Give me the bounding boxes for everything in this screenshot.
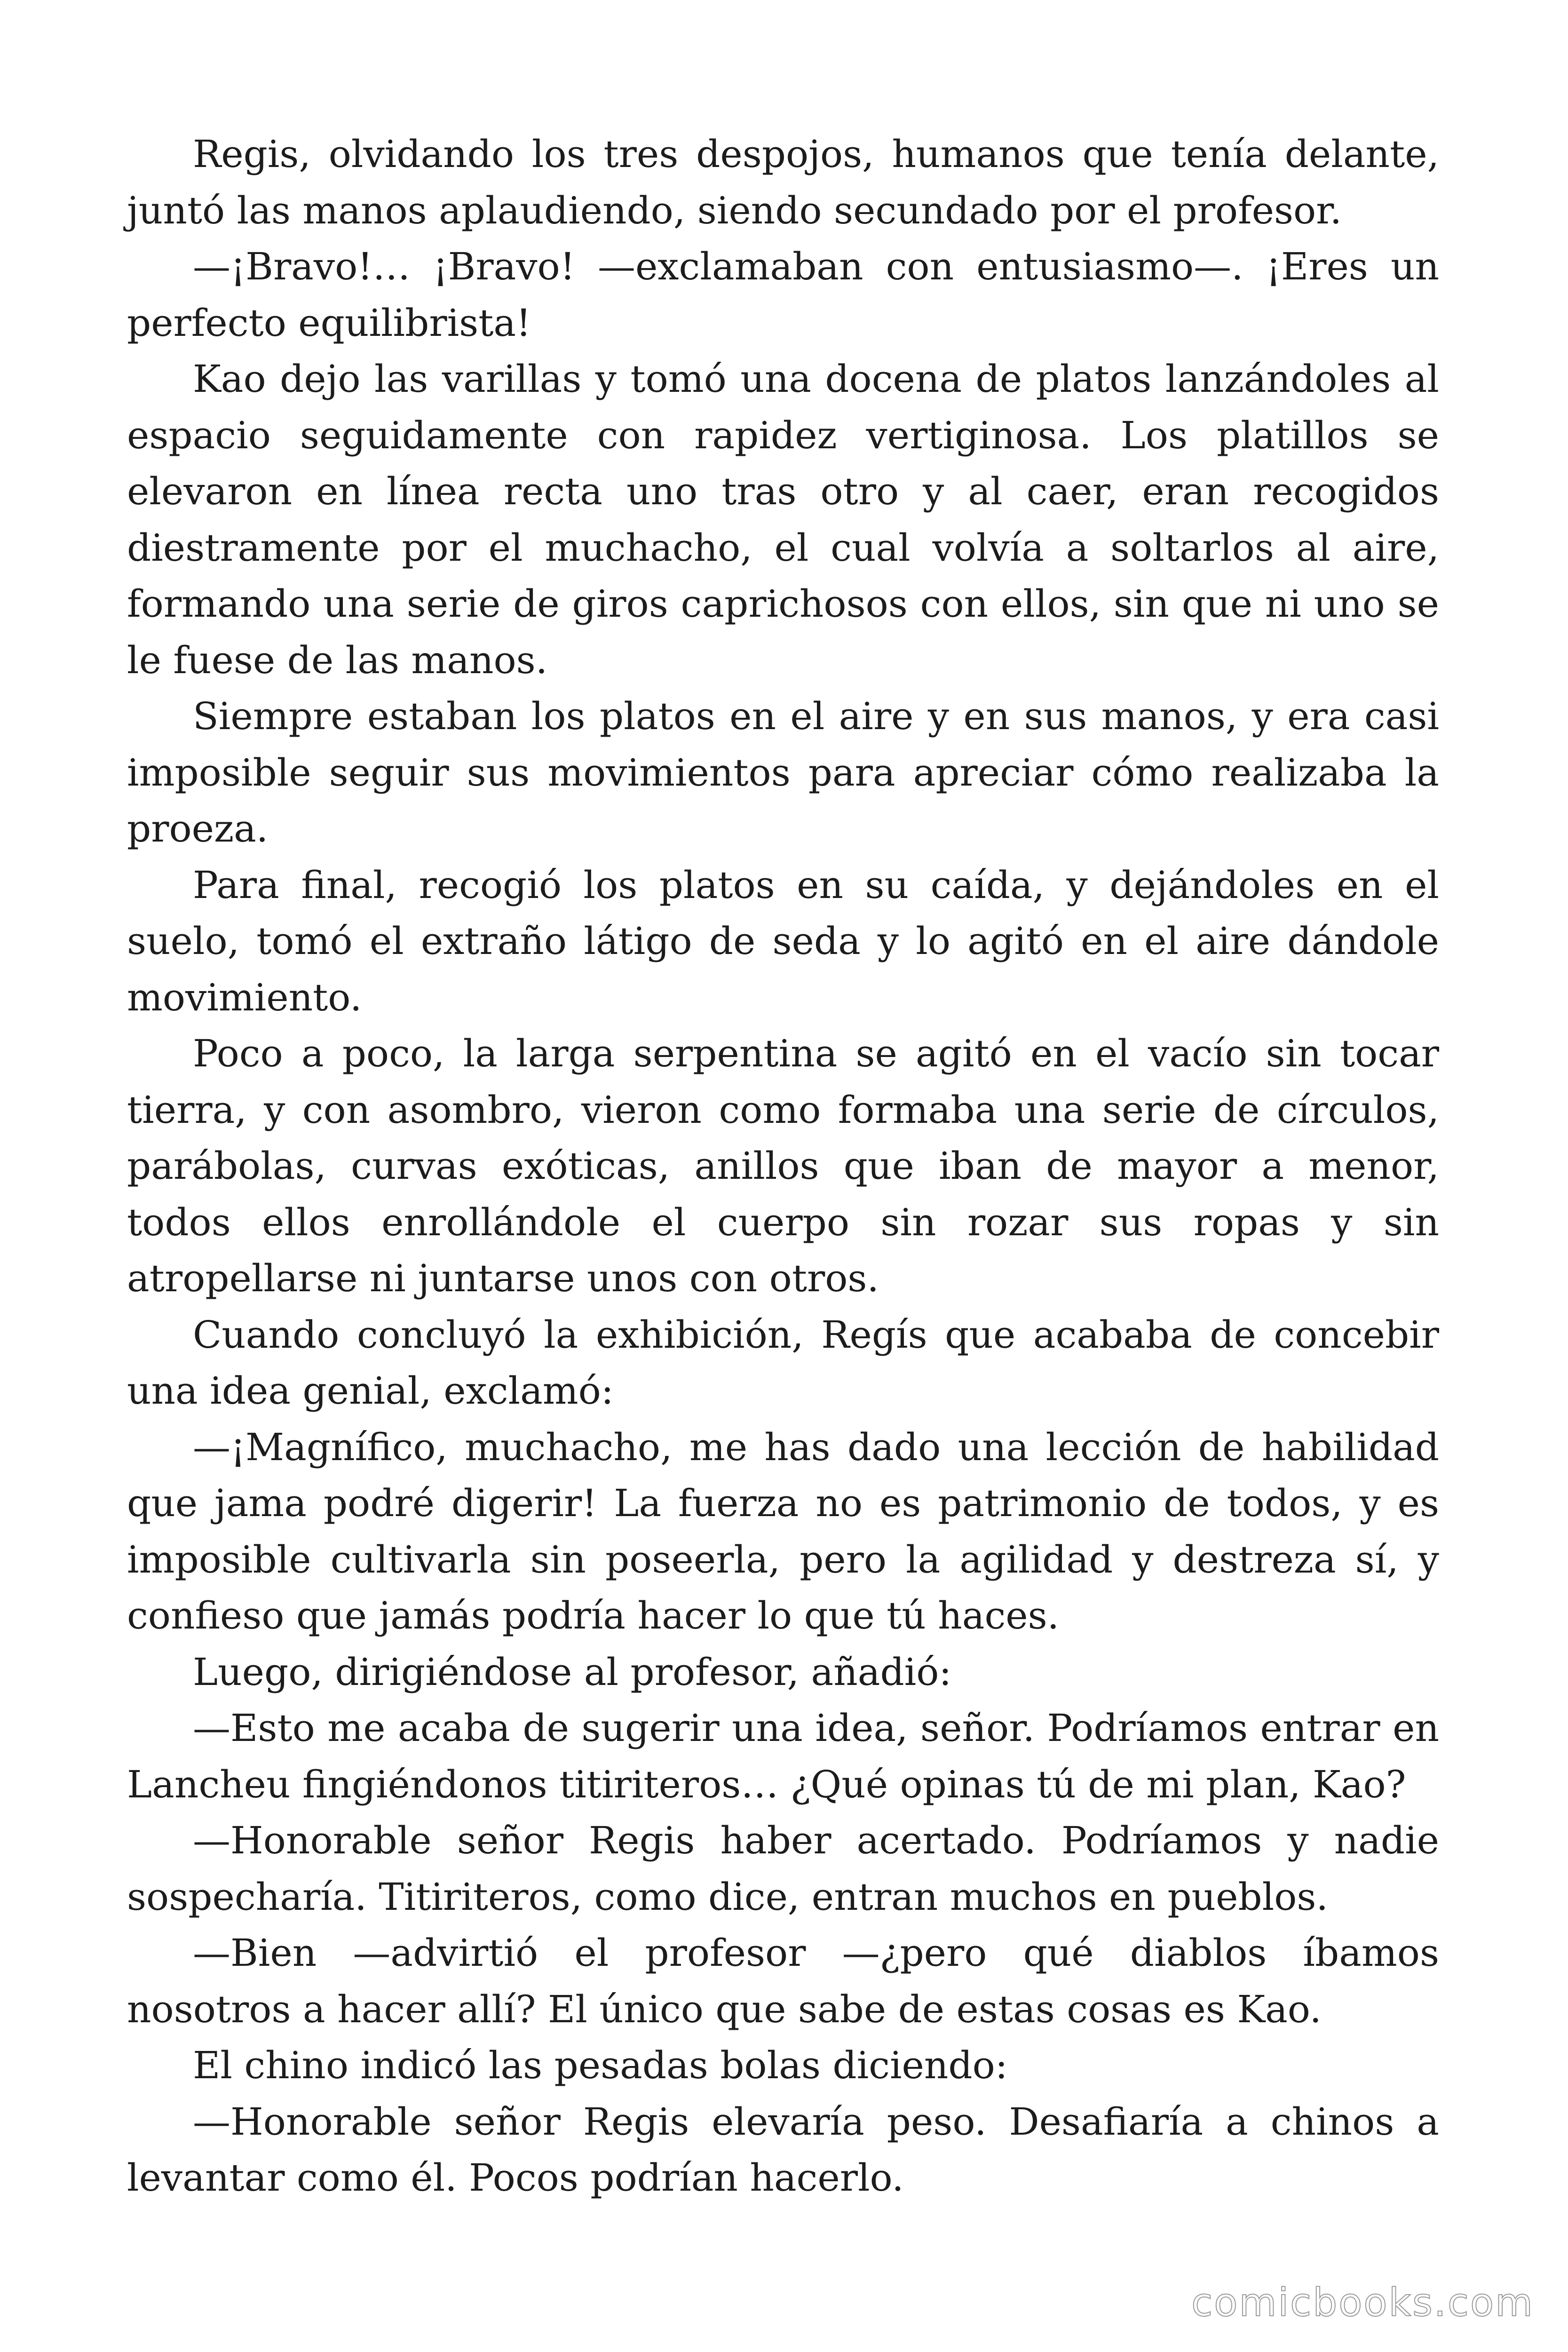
paragraph: Poco a poco, la larga serpentina se agitó en el vacío sin tocar tierra, y con asombro, vieron como formaba una serie de círculos, parábolas, curvas exóticas, anillos que iban de mayor a menor, todos ellos enrollándole el cuerpo sin rozar sus ropas y sin atropellarse ni juntarse unos con otros. [127,1032,1439,1300]
body-text [127,126,1439,2206]
paragraph: —Bien —advirtió el profesor —¿pero qué diablos íbamos nosotros a hacer allí? El único que sabe de estas cosas es Kao. [127,1931,1439,2031]
paragraph: Regis, olvidando los tres despojos, humanos que tenía delante, juntó las manos aplaudiendo, siendo secundado por el profesor. [127,132,1439,232]
paragraph: Para final, recogió los platos en su caída, y dejándoles en el suelo, tomó el extraño látigo de seda y lo agitó en el aire dándole movimiento. [127,863,1439,1019]
paragraph: Kao dejo las varillas y tomó una docena de platos lanzándoles al espacio seguidamente con rapidez vertiginosa. Los platillos se elevaron en línea recta uno tras otro y al caer, eran recogidos diestramente por el muchacho, el cual volvía a soltarlos al aire, formando una serie de giros caprichosos con ellos, sin que ni uno se le fuese de las manos. [127,357,1439,682]
paragraph: Luego, dirigiéndose al profesor, añadió: [193,1650,952,1694]
paragraph: —¡Magnífico, muchacho, me has dado una lección de habilidad que jama podré digerir! La fuerza no es patrimonio de todos, y es imposible cultivarla sin poseerla, pero la agilidad y destreza sí, y confieso que jamás podría hacer lo que tú haces. [127,1425,1439,1637]
paragraph: —¡Bravo!… ¡Bravo! —exclamaban con entusiasmo—. ¡Eres un perfecto equilibrista! [127,245,1439,345]
paragraph: Siempre estaban los platos en el aire y en sus manos, y era casi imposible seguir sus movimientos para apreciar cómo realizaba la proeza. [127,694,1439,850]
paragraph: —Honorable señor Regis haber acertado. Podríamos y nadie sospecharía. Titiriteros, como dice, entran muchos en pueblos. [127,1819,1439,1919]
paragraph: —Honorable señor Regis elevaría peso. Desafiaría a chinos a levantar como él. Pocos podrían hacerlo. [127,2099,1439,2200]
paragraph: El chino indicó las pesadas bolas diciendo: [193,2043,1008,2087]
paragraph: —Esto me acaba de sugerir una idea, señor. Podríamos entrar en Lancheu fingiéndonos titiriteros… ¿Qué opinas tú de mi plan, Kao? [127,1706,1439,1806]
watermark-text: comicbooks.com [1191,2280,1534,2325]
paragraph: Cuando concluyó la exhibición, Regís que acababa de concebir una idea genial, exclamó: [127,1312,1439,1413]
